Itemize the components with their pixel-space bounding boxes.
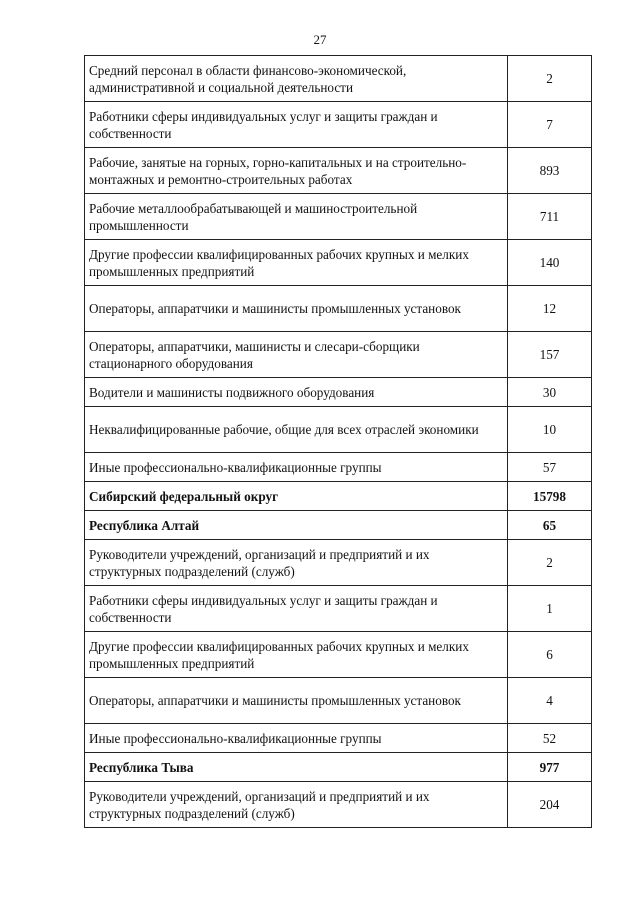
row-value: 12 [508,286,592,332]
row-category-name: Операторы, аппаратчики и машинисты промышленных установок [85,678,508,724]
table-row [85,511,592,540]
table-row [85,56,592,102]
table-row [85,240,592,286]
row-value: 204 [508,782,592,828]
page-number: 27 [313,32,327,47]
table-row [85,148,592,194]
row-category-name: Руководители учреждений, организаций и предприятий и их структурных подразделений (служб) [85,782,508,828]
row-category-name: Водители и машинисты подвижного оборудования [85,378,508,407]
row-value: 65 [508,511,592,540]
table-row [85,194,592,240]
table-row [85,724,592,753]
row-category-name: Иные профессионально-квалификационные группы [85,724,508,753]
row-category-name: Сибирский федеральный округ [85,482,508,511]
row-value: 15798 [508,482,592,511]
table-body [85,56,592,828]
statistics-table [84,55,592,828]
row-value: 7 [508,102,592,148]
table-row [85,453,592,482]
table-row [85,407,592,453]
row-category-name: Другие профессии квалифицированных рабочих крупных и мелких промышленных предприятий [85,632,508,678]
row-value: 977 [508,753,592,782]
row-category-name: Рабочие, занятые на горных, горно-капитальных и на строительно-монтажных и ремонтно-строительных работах [85,148,508,194]
row-category-name: Операторы, аппаратчики, машинисты и слесари-сборщики стационарного оборудования [85,332,508,378]
row-value: 2 [508,56,592,102]
table-row [85,482,592,511]
row-value: 711 [508,194,592,240]
row-category-name: Средний персонал в области финансово-экономической, административной и социальной деятельности [85,56,508,102]
row-category-name: Другие профессии квалифицированных рабочих крупных и мелких промышленных предприятий [85,240,508,286]
table-row [85,586,592,632]
row-value: 4 [508,678,592,724]
row-value: 30 [508,378,592,407]
table-row [85,540,592,586]
table-row [85,753,592,782]
table-row [85,782,592,828]
row-category-name: Рабочие металлообрабатывающей и машиностроительной промышленности [85,194,508,240]
row-value: 2 [508,540,592,586]
table-row [85,678,592,724]
row-category-name: Иные профессионально-квалификационные группы [85,453,508,482]
table-row [85,286,592,332]
row-value: 140 [508,240,592,286]
table-row [85,332,592,378]
row-value: 157 [508,332,592,378]
row-value: 893 [508,148,592,194]
table-row [85,378,592,407]
row-value: 52 [508,724,592,753]
row-category-name: Республика Алтай [85,511,508,540]
row-value: 1 [508,586,592,632]
row-value: 57 [508,453,592,482]
table-row [85,632,592,678]
row-category-name: Республика Тыва [85,753,508,782]
row-category-name: Неквалифицированные рабочие, общие для всех отраслей экономики [85,407,508,453]
row-value: 10 [508,407,592,453]
table-row [85,102,592,148]
row-value: 6 [508,632,592,678]
row-category-name: Руководители учреждений, организаций и предприятий и их структурных подразделений (служб) [85,540,508,586]
row-category-name: Операторы, аппаратчики и машинисты промышленных установок [85,286,508,332]
row-category-name: Работники сферы индивидуальных услуг и защиты граждан и собственности [85,102,508,148]
row-category-name: Работники сферы индивидуальных услуг и защиты граждан и собственности [85,586,508,632]
